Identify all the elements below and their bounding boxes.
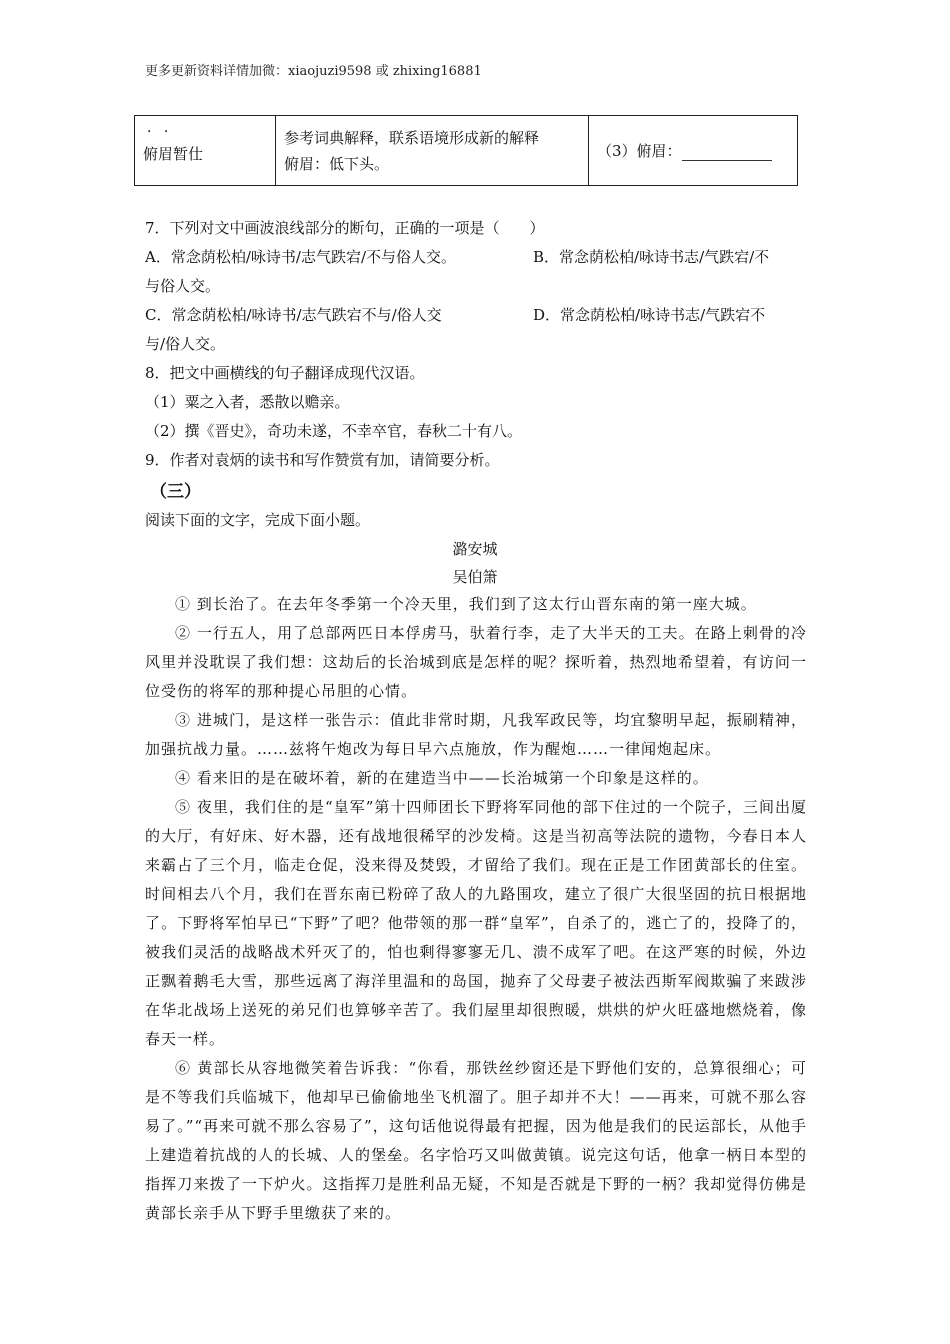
q7-option-d-cont: 与/俗人交。 bbox=[145, 335, 226, 353]
paragraph-2: ② 一行五人，用了总部两匹日本俘虏马，驮着行李，走了大半天的工夫。在路上刺骨的冷风里并没耽误了我们想：这劫后的长治城到底是怎样的呢？探听着，热烈地希望着，有访问一位受伤的将军的那种提心吊胆的心情。 bbox=[145, 624, 807, 700]
vocab-word: 俯眉暂仕 bbox=[143, 145, 204, 163]
section-title: （三） bbox=[150, 482, 201, 502]
q7-option-a: A．常念荫松柏/咏诗书/志气跌宕/不与俗人交。 bbox=[145, 248, 456, 266]
article-body bbox=[145, 590, 807, 1228]
q7-option-b-cont: 与俗人交。 bbox=[145, 277, 221, 295]
paragraph-1: ① 到长治了。在去年冬季第一个冷天里，我们到了这太行山晋东南的第一座大城。 bbox=[175, 595, 757, 613]
paragraph-3: ③ 进城门，是这样一张告示：值此非常时期，凡我军政民等，均宜黎明早起，振刷精神，加强抗战力量。……兹将午炮改为每日早六点施放，作为醒炮……一律闻炮起床。 bbox=[145, 711, 807, 758]
emphasis-dots: · · bbox=[147, 124, 173, 140]
vocab-method-cell bbox=[276, 116, 589, 186]
instruction: 阅读下面的文字，完成下面小题。 bbox=[145, 511, 371, 529]
q9-stem: 9．作者对袁炳的读书和写作赞赏有加，请简要分析。 bbox=[145, 451, 500, 469]
vocab-method-line2: 俯眉：低下头。 bbox=[284, 154, 390, 173]
q7-stem: 7．下列对文中画波浪线部分的断句，正确的一项是（ ） bbox=[145, 219, 545, 237]
answer-blank[interactable] bbox=[682, 146, 772, 161]
vocab-answer-label: （3）俯眉： bbox=[597, 142, 682, 160]
q8-sentence-2: （2）撰《晋史》，奇功未遂，不幸卒官，春秋二十有八。 bbox=[145, 422, 523, 440]
vocab-method-line1: 参考词典解释，联系语境形成新的解释 bbox=[284, 128, 540, 147]
paragraph-5: ⑤ 夜里，我们住的是“皇军”第十四师团长下野将军同他的部下住过的一个院子，三间出厦的大厅，有好床、好木器，还有战地很稀罕的沙发椅。这是当初高等法院的遗物，今春日本人来霸占了三个月，临走仓促，没来得及焚毁，才留给了我们。现在正是工作团黄部长的住室。时间相去八个月，我们在晋东南已粉碎了敌人的九路围攻，建立了很广大很坚固的抗日根据地了。下野将军怕早已“下野”了吧？他带领的那一群“皇军”，自杀了的，逃亡了的，投降了的，被我们灵活的战略战术歼灭了的，怕也剩得寥寥无几、溃不成军了吧。在这严寒的时候，外边正飘着鹅毛大雪，那些远离了海洋里温和的岛国，抛弃了父母妻子被法西斯军阀欺骗了来跋涉在华北战场上送死的弟兄们也算够辛苦了。我们屋里却很煦暖，烘烘的炉火旺盛地燃烧着，像春天一样。 bbox=[145, 798, 807, 1048]
vocab-answer-cell bbox=[589, 116, 798, 186]
q7-option-b: B．常念荫松柏/咏诗书志/气跌宕/不 bbox=[533, 248, 770, 266]
q7-option-c: C．常念荫松柏/咏诗书/志气跌宕不与/俗人交 bbox=[145, 306, 442, 324]
q7-option-d: D．常念荫松柏/咏诗书志/气跌宕不 bbox=[533, 306, 766, 324]
vocab-word-cell bbox=[135, 116, 276, 186]
q8-stem: 8．把文中画横线的句子翻译成现代汉语。 bbox=[145, 364, 425, 382]
article-title: 潞安城 bbox=[452, 540, 498, 558]
vocab-table bbox=[134, 115, 798, 186]
q8-sentence-1: （1）粟之入者，悉散以赡亲。 bbox=[145, 393, 350, 411]
article-author: 吴伯箫 bbox=[452, 568, 498, 586]
paragraph-4: ④ 看来旧的是在破坏着，新的在建造当中——长治城第一个印象是这样的。 bbox=[175, 769, 709, 787]
paragraph-6: ⑥ 黄部长从容地微笑着告诉我：“你看，那铁丝纱窗还是下野他们安的，总算很细心；可是不等我们兵临城下，他却早已偷偷地坐飞机溜了。胆子却并不大！——再来，可就不那么容易了。”“再来可就不那么容易了”，这句话他说得最有把握，因为他是我们的民运部长，从他手上建造着抗战的人的长城、人的堡垒。名字恰巧又叫做黄镇。说完这句话，他拿一柄日本型的指挥刀来拨了一下炉火。这指挥刀是胜利品无疑，不知是否就是下野的一柄？我却觉得仿佛是黄部长亲手从下野手里缴获了来的。 bbox=[145, 1059, 807, 1222]
header-note: 更多更新资料详情加微：xiaojuzi9598 或 zhixing16881 bbox=[145, 64, 482, 79]
